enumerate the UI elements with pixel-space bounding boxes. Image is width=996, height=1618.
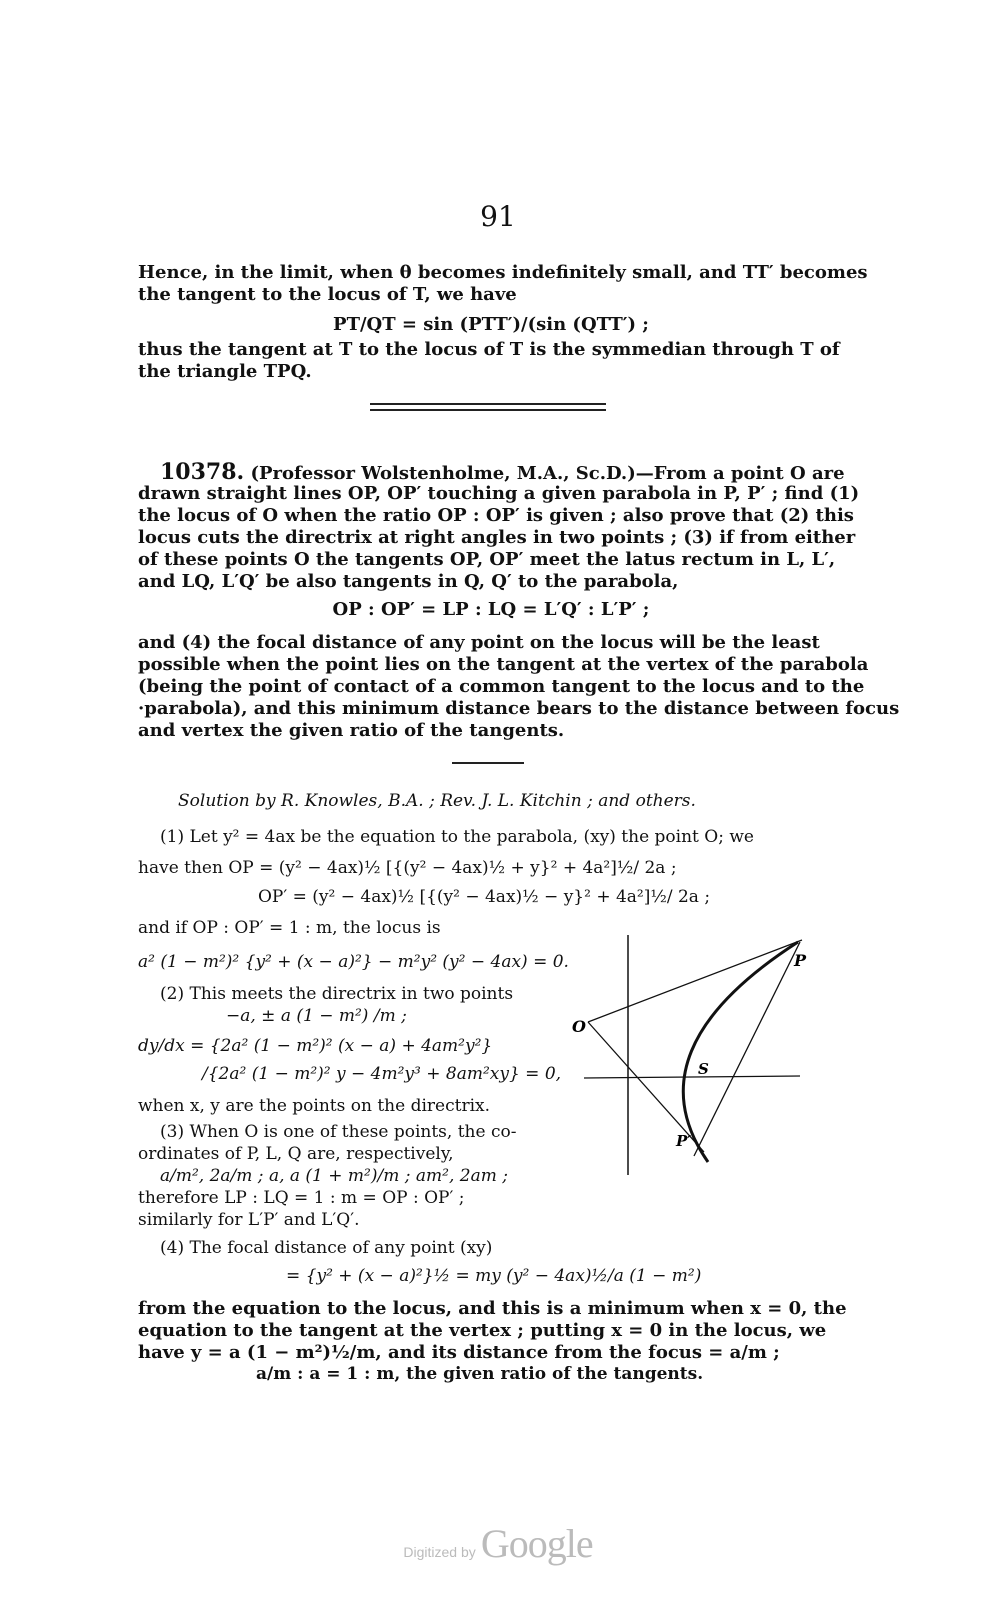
problem-line-9: ·parabola), and this minimum distance bears to the distance between focus	[138, 698, 900, 719]
solution-divider	[452, 762, 524, 764]
solution-4f: a/m : a = 1 : m, the given ratio of the tangents.	[256, 1364, 704, 1384]
problem-line-4: of these points O the tangents OP, OP′ meet the latus rectum in L, L′,	[138, 549, 836, 570]
section-divider-top	[370, 403, 606, 405]
solution-1b: have then OP = (y² − 4ax)½ [{(y² − 4ax)½ + y}² + 4a²]½/ 2a ;	[138, 858, 677, 878]
intro-line-3: thus the tangent at T to the locus of T is the symmedian through T of	[138, 339, 840, 360]
solution-2d: /{2a² (1 − m²)² y − 4m²y³ + 8am²xy} = 0,	[202, 1064, 562, 1084]
solution-2b: −a, ± a (1 − m²) /m ;	[226, 1006, 407, 1026]
problem-header	[160, 461, 850, 485]
problem-formula: OP : OP′ = LP : LQ = L′Q′ : L′P′ ;	[332, 599, 650, 620]
solution-byline: Solution by R. Knowles, B.A. ; Rev. J. L. Kitchin ; and others.	[178, 791, 696, 811]
solution-4b: = {y² + (x − a)²}½ = my (y² − 4ax)½/a (1 − m²)	[286, 1266, 702, 1286]
digitized-text: Digitized by	[403, 1544, 476, 1560]
intro-line-4: the triangle TPQ.	[138, 361, 312, 382]
solution-3a: (3) When O is one of these points, the co-	[160, 1122, 517, 1142]
label-s: S	[698, 1060, 709, 1078]
solution-3c: a/m², 2a/m ; a, a (1 + m²)/m ; am², 2am ;	[160, 1166, 508, 1186]
problem-line-1: drawn straight lines OP, OP′ touching a given parabola in P, P′ ; find (1)	[138, 483, 860, 504]
solution-4e: have y = a (1 − m²)½/m, and its distance from the focus = a/m ;	[138, 1342, 780, 1363]
parabola-curve	[683, 942, 798, 1162]
problem-line-2: the locus of O when the ratio OP : OP′ is given ; also prove that (2) this	[138, 505, 854, 526]
page-number: 91	[480, 200, 516, 233]
google-logo: Google	[480, 1521, 593, 1566]
parabola-figure	[570, 930, 830, 1190]
tangent-op	[588, 940, 802, 1022]
axis-line	[584, 1076, 800, 1078]
intro-line-2: the tangent to the locus of T, we have	[138, 284, 517, 305]
label-p-prime: P′	[676, 1132, 692, 1150]
solution-3b: ordinates of P, L, Q are, respectively,	[138, 1144, 454, 1164]
solution-3e: similarly for L′P′ and L′Q′.	[138, 1210, 360, 1230]
solution-1a: (1) Let y² = 4ax be the equation to the parabola, (xy) the point O; we	[160, 827, 754, 847]
problem-line-7: possible when the point lies on the tangent at the vertex of the parabola	[138, 654, 869, 675]
solution-2a: (2) This meets the directrix in two points	[160, 984, 514, 1004]
solution-1e: a² (1 − m²)² {y² + (x − a)²} − m²y² (y² − 4ax) = 0.	[138, 952, 569, 972]
solution-2c: dy/dx = {2a² (1 − m²)² (x − a) + 4am²y²}	[138, 1036, 493, 1056]
solution-4d: equation to the tangent at the vertex ; putting x = 0 in the locus, we	[138, 1320, 827, 1341]
solution-1d: and if OP : OP′ = 1 : m, the locus is	[138, 918, 441, 938]
digitized-watermark	[0, 1520, 996, 1567]
solution-4c: from the equation to the locus, and this is a minimum when x = 0, the	[138, 1298, 847, 1319]
focal-chord	[694, 942, 800, 1156]
solution-4a: (4) The focal distance of any point (xy)	[160, 1238, 493, 1258]
intro-line-1: Hence, in the limit, when θ becomes indefinitely small, and TT′ becomes	[138, 262, 868, 283]
solution-2e: when x, y are the points on the directrix.	[138, 1096, 490, 1116]
section-divider-bottom	[370, 409, 606, 411]
problem-line-5: and LQ, L′Q′ be also tangents in Q, Q′ to the parabola,	[138, 571, 679, 592]
label-o: O	[572, 1017, 586, 1036]
solution-3d: therefore LP : LQ = 1 : m = OP : OP′ ;	[138, 1188, 465, 1208]
problem-author: (Professor Wolstenholme, M.A., Sc.D.)—From a point O are	[250, 463, 845, 484]
label-p: P	[794, 951, 807, 970]
problem-line-6: and (4) the focal distance of any point on the locus will be the least	[138, 632, 820, 653]
problem-line-8: (being the point of contact of a common tangent to the locus and to the	[138, 676, 865, 697]
problem-line-3: locus cuts the directrix at right angles in two points ; (3) if from either	[138, 527, 856, 548]
intro-formula: PT/QT = sin (PTT′)/(sin (QTT′) ;	[333, 314, 649, 335]
solution-1c: OP′ = (y² − 4ax)½ [{(y² − 4ax)½ − y}² + 4a²]½/ 2a ;	[258, 887, 711, 907]
problem-number: 10378.	[160, 459, 245, 485]
problem-line-10: and vertex the given ratio of the tangents.	[138, 720, 565, 741]
